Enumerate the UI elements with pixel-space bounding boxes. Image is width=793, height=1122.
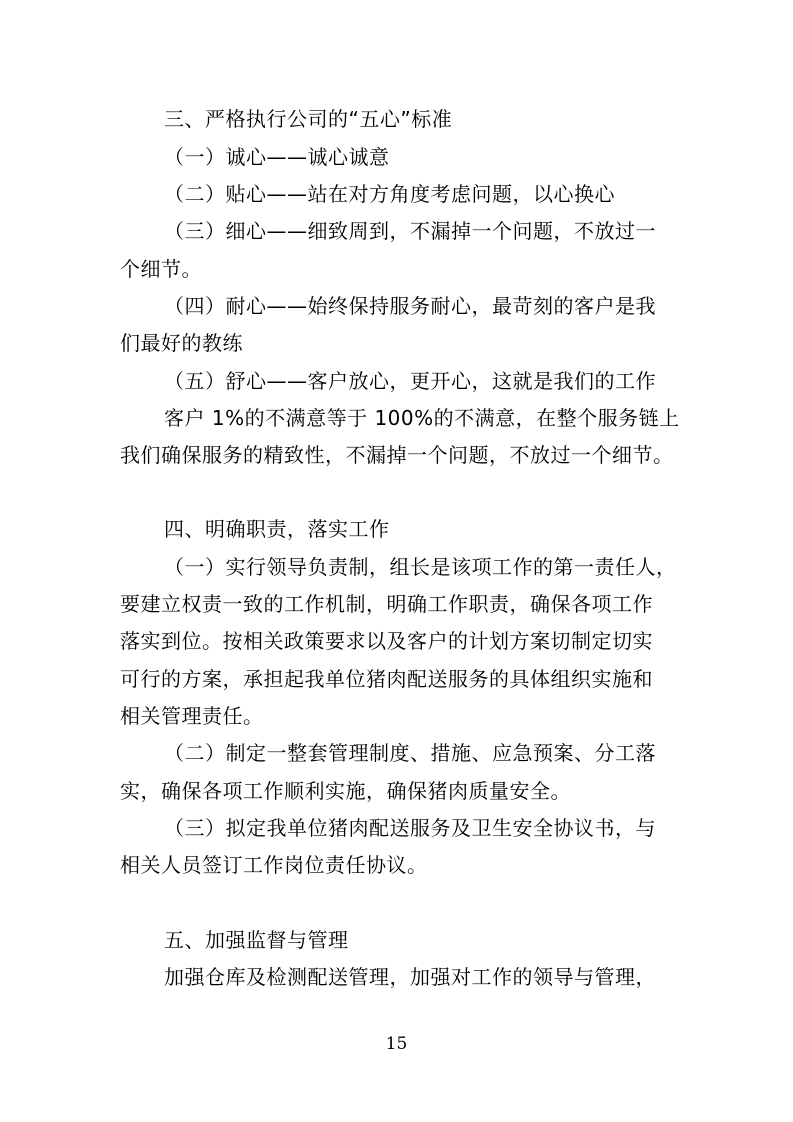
section-5-paragraph-line-1: 加强仓库及检测配送管理，加强对工作的领导与管理， bbox=[164, 965, 656, 989]
section-4-item-3-line-2: 相关人员签订工作岗位责任协议。 bbox=[120, 853, 428, 877]
section-3-paragraph-line-2: 我们确保服务的精致性，不漏掉一个问题，不放过一个细节。 bbox=[120, 443, 674, 467]
section-3-item-3-line-2: 个细节。 bbox=[120, 257, 202, 281]
section-3-item-5: （五）舒心——客户放心，更开心，这就是我们的工作 bbox=[164, 369, 656, 393]
section-3-item-4-line-2: 们最好的教练 bbox=[120, 331, 243, 355]
section-3-item-3-line-1: （三）细心——细致周到，不漏掉一个问题，不放过一 bbox=[164, 219, 656, 243]
section-4-item-3-line-1: （三）拟定我单位猪肉配送服务及卫生安全协议书，与 bbox=[164, 816, 656, 840]
section-4-item-2-line-2: 实，确保各项工作顺利实施，确保猪肉质量安全。 bbox=[120, 779, 571, 803]
page-number: 15 bbox=[385, 1034, 408, 1054]
section-4-item-1-line-5: 相关管理责任。 bbox=[120, 704, 264, 728]
section-4-item-2-line-1: （二）制定一整套管理制度、措施、应急预案、分工落 bbox=[164, 741, 656, 765]
section-4-item-1-line-4: 可行的方案，承担起我单位猪肉配送服务的具体组织实施和 bbox=[120, 667, 653, 691]
section-4-heading: 四、明确职责，落实工作 bbox=[164, 517, 390, 541]
section-3-item-1: （一）诚心——诚心诚意 bbox=[164, 145, 390, 169]
section-5-heading: 五、加强监督与管理 bbox=[164, 928, 349, 952]
section-3-heading: 三、严格执行公司的“五心”标准 bbox=[164, 107, 453, 131]
section-4-item-1-line-1: （一）实行领导负责制，组长是该项工作的第一责任人， bbox=[164, 555, 677, 579]
section-3-item-2: （二）贴心——站在对方角度考虑问题，以心换心 bbox=[164, 182, 615, 206]
section-3-item-4-line-1: （四）耐心——始终保持服务耐心，最苛刻的客户是我 bbox=[164, 294, 656, 318]
section-3-paragraph-line-1: 客户 1%的不满意等于 100%的不满意，在整个服务链上 bbox=[164, 406, 680, 430]
section-4-item-1-line-3: 落实到位。按相关政策要求以及客户的计划方案切制定切实 bbox=[120, 629, 653, 653]
section-4-item-1-line-2: 要建立权责一致的工作机制，明确工作职责，确保各项工作 bbox=[120, 592, 653, 616]
